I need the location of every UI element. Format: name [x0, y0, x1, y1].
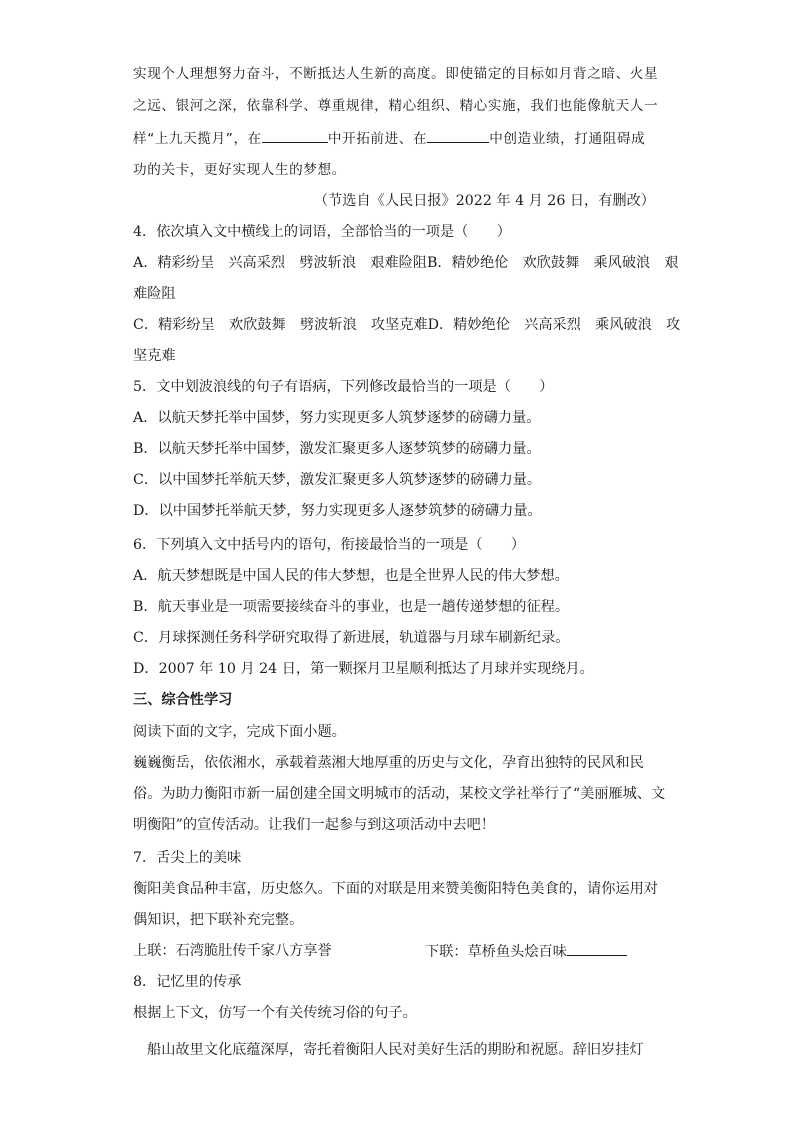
- q8-description: 根据上下文，仿写一个有关传统习俗的句子。: [133, 1005, 417, 1021]
- q8-title: 8．记忆里的传承: [133, 974, 242, 990]
- q7-description-line-1: 衡阳美食品种丰富，历史悠久。下面的对联是用来赞美衡阳特色美食的，请你运用对: [133, 881, 658, 897]
- couplet-lower-wrap: [425, 941, 627, 962]
- q7-title: 7．舌尖上的美味: [133, 850, 242, 866]
- section-3-paragraph-line-3: 明衡阳”的宣传活动。让我们一起参与到这项活动中去吧！: [133, 817, 495, 833]
- passage-source: （节选自《人民日报》2022 年 4 月 26 日，有删改）: [313, 193, 655, 209]
- q4-options-cd-line-1: C．精彩纷呈 欢欣鼓舞 劈波斩浪 攻坚克难D．精妙绝伦 兴高采烈 乘风破浪 攻: [133, 317, 681, 333]
- q4-options-ab-line-2: 难险阻: [133, 286, 176, 302]
- passage-line-4: 功的关卡，更好实现人生的梦想。: [133, 162, 346, 178]
- q5-option-a: A．以航天梦托举中国梦，努力实现更多人筑梦逐梦的磅礴力量。: [133, 410, 541, 426]
- fill-blank-1[interactable]: [262, 128, 328, 143]
- passage-line-1: 实现个人理想努力奋斗，不断抵达人生新的高度。即使锚定的目标如月背之暗、火星: [133, 66, 659, 82]
- q4-options-ab-line-1: A．精彩纷呈 兴高采烈 劈波斩浪 艰难险阻B．精妙绝伦 欢欣鼓舞 乘风破浪 艰: [133, 255, 679, 271]
- passage-line-3: [133, 128, 663, 149]
- q7-description-line-2: 偶知识，把下联补充完整。: [133, 912, 304, 928]
- q4-stem: 4．依次填入文中横线上的词语，全部恰当的一项是（ ）: [133, 224, 511, 240]
- q4-options-cd-line-2: 坚克难: [133, 348, 176, 364]
- q5-option-c: C．以中国梦托举航天梦，激发汇聚更多人筑梦逐梦的磅礴力量。: [133, 472, 542, 488]
- q5-stem: 5．文中划波浪线的句子有语病，下列修改最恰当的一项是（ ）: [133, 379, 554, 395]
- q6-option-b: B．航天事业是一项需要接续奋斗的事业，也是一趟传递梦想的征程。: [133, 599, 570, 615]
- section-3-intro: 阅读下面的文字，完成下面小题。: [133, 724, 346, 740]
- passage-line-3-part-c: 中创造业绩，打通阻碍成: [489, 131, 646, 147]
- section-3-heading: 三、综合性学习: [133, 692, 233, 708]
- q6-option-a: A．航天梦想既是中国人民的伟大梦想，也是全世界人民的伟大梦想。: [133, 568, 569, 584]
- q7-couplet: [133, 941, 663, 961]
- section-3-paragraph-line-2: 俗。为助力衡阳市新一届创建全国文明城市的活动，某校文学社举行了“美丽雁城、文: [133, 786, 666, 802]
- couplet-upper: 上联：石湾脆肚传千家八方享誉: [133, 943, 332, 959]
- q5-option-d: D．以中国梦托举航天梦，努力实现更多人逐梦筑梦的磅礴力量。: [133, 503, 542, 519]
- passage-line-3-part-b: 中开拓前进、在: [327, 131, 428, 147]
- couplet-lower: 下联：草桥鱼头烩百味: [425, 944, 567, 960]
- q8-paragraph-line-1: 船山故里文化底蕴深厚，寄托着衡阳人民对美好生活的期盼和祝愿。辞旧岁挂灯: [147, 1042, 644, 1058]
- q6-option-d: D．2007 年 10 月 24 日，第一颗探月卫星顺利抵达了月球并实现绕月。: [133, 661, 594, 677]
- q6-stem: 6．下列填入文中括号内的语句，衔接最恰当的一项是（ ）: [133, 537, 526, 553]
- passage-line-2: 之远、银河之深，依靠科学、尊重规律，精心组织、精心实施，我们也能像航天人一: [133, 98, 659, 114]
- passage-line-3-part-a: 样“上九天揽月”，在: [133, 131, 262, 147]
- q6-option-c: C．月球探测任务科学研究取得了新进展，轨道器与月球车刷新纪录。: [133, 630, 570, 646]
- q5-option-b: B．以航天梦托举中国梦，激发汇聚更多人逐梦筑梦的磅礴力量。: [133, 441, 541, 457]
- section-3-paragraph-line-1: 巍巍衡岳，依依湘水，承载着蒸湘大地厚重的历史与文化，孕育出独特的民风和民: [133, 755, 644, 771]
- couplet-blank[interactable]: [567, 941, 627, 956]
- fill-blank-2[interactable]: [427, 128, 489, 143]
